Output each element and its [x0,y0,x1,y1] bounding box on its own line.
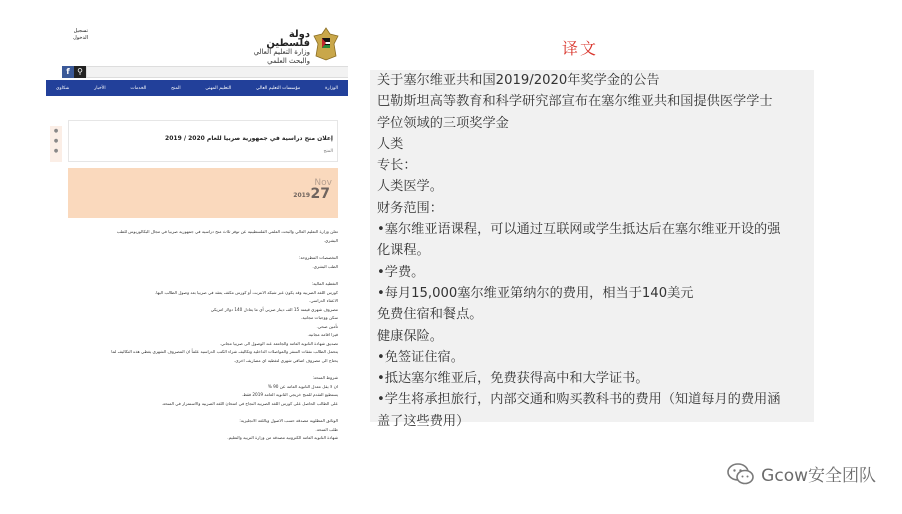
date-year: 2019 [293,192,310,199]
translation-line: •学费。 [377,264,425,280]
article-title: إعلان منح دراسية في جمهورية صربيا للعام 2020 / 2019 [165,135,333,142]
article-body-line: الوثائق المطلوبة مصدقة حسب الاصول وباللغة الانجليزية: [239,418,338,423]
translation-line: 健康保险。 [377,328,443,344]
article-body-line: طلب المنحة. [315,426,338,432]
article-body-line: كورس اللغة الصربية وقد يكون عبر شبكة الانترنت أو كورس مكثف يعقد في صربيا بعد وصول الطالب اليها. [154,289,338,295]
original-webpage [46,18,348,510]
translation-line: 人类医学。 [377,179,443,195]
translation-line: •每月15,000塞尔维亚第纳尔的费用，相当于140美元 [377,285,694,301]
eagle-emblem-icon [312,26,340,62]
article-body [54,228,338,443]
article-body-line: تصديق شهادة الثانوية العامة والجامعة عند الوصول الى صربيا مجاني. [219,340,338,346]
article-body-line [54,408,338,417]
social-search-bar [62,66,348,78]
article-body-line: يحتاج الى مصروف اضافي شهري لتغطية اي مصاريف اخرى. [233,357,338,363]
translation-line: •塞尔维亚语课程，可以通过互联网或学生抵达后在塞尔维亚开设的强 [377,222,781,238]
ministry-logo-text: دولة فلسطين وزارة التعليم العالي والبحث العلمي [253,29,310,65]
nav-item-services[interactable]: الخدمات [130,85,147,91]
facebook-icon[interactable]: f [62,66,74,78]
search-icon[interactable]: ⚲ [74,66,86,78]
date-month: Nov [314,178,332,188]
twitter-icon[interactable]: ● [53,138,59,144]
article-body-line: على الطالب الحاصل على كورس اللغة الصربية النجاح في امتحان اللغة الصربية والاستمرار في المنحة. [161,400,338,406]
translation-label: 译文 [562,39,599,58]
share-icon[interactable]: ● [53,128,59,134]
translation-line: •抵达塞尔维亚后，免费获得高中和大学证书。 [377,371,649,387]
nav-item-complaints[interactable]: شكاوي [56,85,70,91]
article-body-line [54,271,338,280]
article-body-line: التخصصات المطروحة: [298,255,338,260]
date-box [68,168,338,218]
article-body-line: التغطية المالية: [311,281,338,286]
translation-line: 化课程。 [377,243,430,259]
translation-text [377,70,807,432]
translation-line: 盖了这些费用） [377,413,470,429]
article-body-line: شروط المنحة: [312,375,338,380]
article-body-line: يتحمل الطالب نفقات السفر والمواصلات الداخلية وتكاليف شراء الكتب الدراسية علماً ان المصروف الشهري يغطي هذه التكاليف لما [111,349,338,354]
article-body-line: سكن ووجبات مجانية. [300,315,338,320]
main-nav [46,80,348,96]
facebook-share-icon[interactable]: ● [53,148,59,154]
date-day: 27 [310,186,330,202]
nav-item-news[interactable]: الأخبار [94,85,106,91]
watermark [727,461,876,486]
translation-line: 免费住宿和餐点。 [377,307,483,323]
translation-line: •免签证住宿。 [377,349,464,365]
nav-item-vocational[interactable]: التعليم المهني [205,85,232,91]
article-body-line: الاعفاء الدراسي. [309,298,338,303]
translation-line: 财务范围： [377,200,443,216]
article-body-line: مصروف شهري قيمته 15 الف دينار صربي أي ما يعادل 140 دولار امريكي [210,306,338,312]
nav-item-higher-education[interactable]: مؤسسات التعليم العالي [256,85,301,91]
translation-panel [370,70,814,429]
article-body-line: تأمين صحي. [316,323,338,329]
article-body-line: شهادة الثانوية العامة الكترونية مصدقة من وزارة التربية والتعليم. [227,435,338,440]
translation-line: •学生将承担旅行，内部交通和购买教科书的费用（知道每月的费用涵 [377,392,781,408]
search-input[interactable] [86,66,348,78]
translation-line: 关于塞尔维亚共和国2019/2020年奖学金的公告 [377,73,660,88]
article-body-line: البشري. [323,237,338,243]
article-body-line: ان لا يقل معدل الثانوية العامة عن 90 % [267,383,338,389]
article-body-line: الطب البشري. [312,263,338,269]
article-title-card [68,120,338,162]
watermark-text: Gcow安全团队 [761,466,876,486]
article-body-line: تعلن وزارة التعليم العالي والبحث العلمي الفلسطينية عن توفر ثلاث منح دراسية في جمهورية صربيا في مجال البكالوريوس للطب [116,229,338,234]
wechat-icon [727,463,755,485]
article-body-line: يستطيع التقدم للمنح خريجي الثانوية العامة 2019 فقط. [241,392,338,397]
nav-item-ministry[interactable]: الوزارة [325,85,338,91]
login-link[interactable]: تسجيل الدخول [73,28,88,41]
article-body-line: فيزا اقامة مجانية. [307,332,338,337]
translation-line: 巴勒斯坦高等教育和科学研究部宣布在塞尔维亚共和国提供医学学士 [377,94,773,110]
translation-line: 人类 [377,136,404,152]
article-body-line [54,245,338,254]
translation-line: 学位领域的三项奖学金 [377,115,509,131]
article-category[interactable]: المنح [323,149,333,154]
nav-item-scholarships[interactable]: المنح [171,85,181,91]
translation-line: 专长： [377,158,417,174]
article-body-line [54,365,338,374]
share-sidebar [50,126,62,162]
